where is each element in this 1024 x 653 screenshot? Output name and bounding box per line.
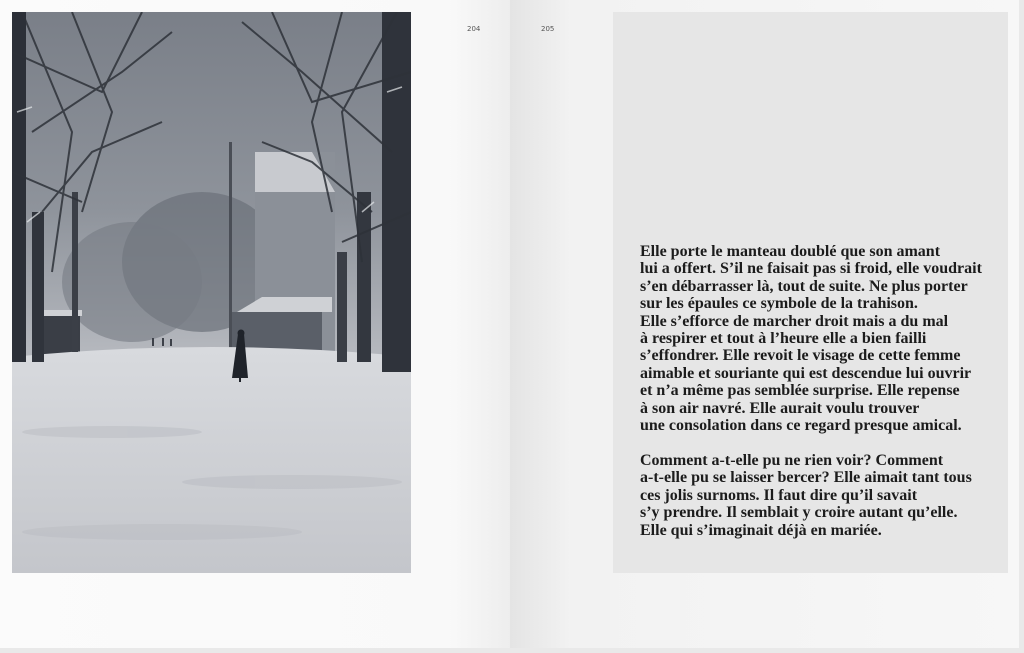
text-line: lui a offert. S’il ne faisait pas si froid, elle voudrait — [640, 260, 982, 278]
text-line: à son air navré. Elle aurait voulu trouver — [640, 399, 920, 417]
paragraph-1 — [640, 243, 1000, 434]
text-line: sur les épaules ce symbole de la trahison. — [640, 295, 918, 313]
page-number-left: 204 — [467, 25, 481, 33]
text-line: s’en débarrasser là, tout de suite. Ne plus porter — [640, 277, 968, 295]
text-line: Elle porte le manteau doublé que son amant — [640, 243, 941, 260]
text-line: une consolation dans ce regard presque amical. — [640, 417, 962, 435]
text-line: et n’a même pas semblée surprise. Elle repense — [640, 382, 960, 400]
text-line: Elle s’efforce de marcher droit mais a du mal — [640, 312, 949, 330]
text-line: s’y prendre. Il semblait y croire autant qu’elle. — [640, 504, 958, 522]
text-line: Elle qui s’imaginait déjà en mariée. — [640, 521, 882, 539]
page-number-right: 205 — [541, 25, 555, 33]
text-line: aimable et souriante qui est descendue lui ouvrir — [640, 364, 972, 382]
text-line: s’effondrer. Elle revoit le visage de cette femme — [640, 347, 961, 365]
left-page — [0, 0, 510, 648]
text-line: a-t-elle pu se laisser bercer? Elle aimait tant tous — [640, 469, 972, 487]
text-line: ces jolis surnoms. Il faut dire qu’il savait — [640, 486, 918, 504]
snow-avenue-photo — [12, 12, 411, 573]
text-panel — [613, 12, 1008, 573]
text-line: Comment a-t-elle pu ne rien voir? Comment — [640, 452, 944, 470]
body-text — [640, 243, 1000, 539]
paragraph-2 — [640, 452, 1000, 539]
text-line: à respirer et tout à l’heure elle a bien failli — [640, 330, 927, 348]
